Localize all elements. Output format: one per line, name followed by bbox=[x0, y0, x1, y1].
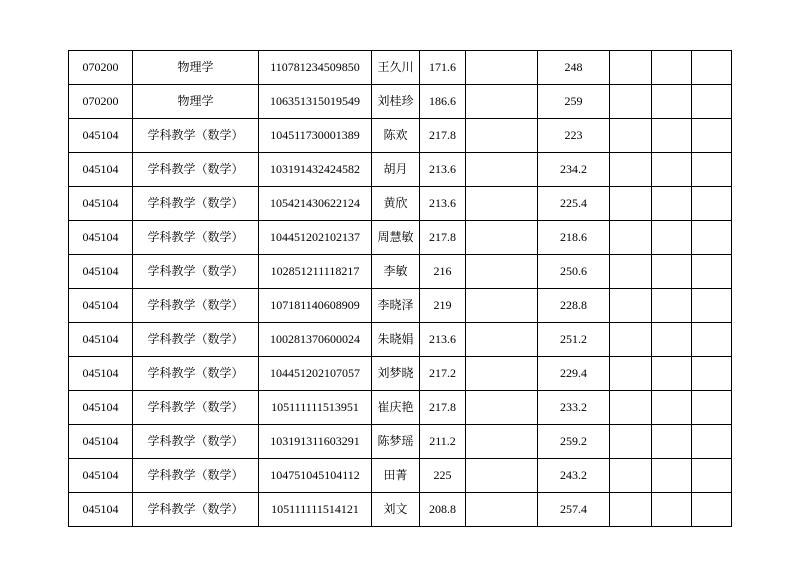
table-cell-name: 刘文 bbox=[372, 493, 420, 527]
table-cell-code: 045104 bbox=[69, 289, 133, 323]
table-cell-major: 学科教学（数学） bbox=[133, 493, 259, 527]
table-cell-blank3 bbox=[652, 51, 692, 85]
table-cell-blank1 bbox=[466, 493, 538, 527]
table-cell-blank2 bbox=[610, 153, 652, 187]
table-cell-score2: 243.2 bbox=[538, 459, 610, 493]
table-row bbox=[69, 255, 732, 289]
table-cell-score2: 250.6 bbox=[538, 255, 610, 289]
score-table-body bbox=[69, 51, 732, 527]
table-cell-id: 103191311603291 bbox=[259, 425, 372, 459]
table-row bbox=[69, 119, 732, 153]
table-cell-score2: 259.2 bbox=[538, 425, 610, 459]
table-cell-blank2 bbox=[610, 51, 652, 85]
table-row bbox=[69, 289, 732, 323]
table-cell-code: 045104 bbox=[69, 119, 133, 153]
table-cell-name: 黄欣 bbox=[372, 187, 420, 221]
table-cell-blank1 bbox=[466, 391, 538, 425]
table-cell-blank1 bbox=[466, 187, 538, 221]
table-row bbox=[69, 425, 732, 459]
table-cell-blank2 bbox=[610, 323, 652, 357]
table-cell-blank2 bbox=[610, 85, 652, 119]
table-cell-major: 学科教学（数学） bbox=[133, 255, 259, 289]
table-cell-blank4 bbox=[692, 187, 732, 221]
table-cell-major: 学科教学（数学） bbox=[133, 153, 259, 187]
table-row bbox=[69, 459, 732, 493]
table-cell-major: 物理学 bbox=[133, 51, 259, 85]
table-cell-blank2 bbox=[610, 289, 652, 323]
table-cell-id: 107181140608909 bbox=[259, 289, 372, 323]
table-cell-code: 045104 bbox=[69, 425, 133, 459]
table-cell-name: 田菁 bbox=[372, 459, 420, 493]
table-cell-id: 105111111513951 bbox=[259, 391, 372, 425]
table-cell-major: 学科教学（数学） bbox=[133, 391, 259, 425]
table-cell-blank4 bbox=[692, 119, 732, 153]
table-cell-score1: 213.6 bbox=[420, 323, 466, 357]
table-cell-blank1 bbox=[466, 459, 538, 493]
table-cell-blank3 bbox=[652, 153, 692, 187]
table-cell-score2: 248 bbox=[538, 51, 610, 85]
table-cell-name: 刘梦晓 bbox=[372, 357, 420, 391]
table-cell-score2: 234.2 bbox=[538, 153, 610, 187]
table-cell-blank3 bbox=[652, 493, 692, 527]
table-cell-blank1 bbox=[466, 51, 538, 85]
table-cell-blank3 bbox=[652, 119, 692, 153]
table-cell-code: 045104 bbox=[69, 459, 133, 493]
table-cell-blank3 bbox=[652, 459, 692, 493]
table-cell-score1: 225 bbox=[420, 459, 466, 493]
table-row bbox=[69, 51, 732, 85]
table-cell-id: 102851211118217 bbox=[259, 255, 372, 289]
table-cell-blank2 bbox=[610, 459, 652, 493]
table-cell-score2: 229.4 bbox=[538, 357, 610, 391]
table-cell-name: 崔庆艳 bbox=[372, 391, 420, 425]
table-cell-code: 045104 bbox=[69, 357, 133, 391]
table-cell-score1: 217.8 bbox=[420, 119, 466, 153]
table-cell-major: 学科教学（数学） bbox=[133, 459, 259, 493]
table-cell-blank3 bbox=[652, 221, 692, 255]
table-row bbox=[69, 187, 732, 221]
table-cell-blank3 bbox=[652, 357, 692, 391]
table-cell-name: 李敏 bbox=[372, 255, 420, 289]
table-cell-blank4 bbox=[692, 221, 732, 255]
table-cell-blank1 bbox=[466, 119, 538, 153]
table-cell-blank4 bbox=[692, 493, 732, 527]
table-cell-code: 045104 bbox=[69, 255, 133, 289]
table-cell-id: 104751045104112 bbox=[259, 459, 372, 493]
table-cell-code: 045104 bbox=[69, 323, 133, 357]
table-cell-blank2 bbox=[610, 391, 652, 425]
table-cell-score2: 223 bbox=[538, 119, 610, 153]
table-cell-blank4 bbox=[692, 459, 732, 493]
table-cell-code: 045104 bbox=[69, 153, 133, 187]
table-cell-score1: 213.6 bbox=[420, 153, 466, 187]
table-cell-name: 王久川 bbox=[372, 51, 420, 85]
table-cell-id: 105111111514121 bbox=[259, 493, 372, 527]
table-cell-score1: 217.2 bbox=[420, 357, 466, 391]
table-cell-score2: 225.4 bbox=[538, 187, 610, 221]
table-cell-code: 045104 bbox=[69, 187, 133, 221]
table-cell-major: 学科教学（数学） bbox=[133, 119, 259, 153]
table-cell-id: 105421430622124 bbox=[259, 187, 372, 221]
table-cell-name: 陈欢 bbox=[372, 119, 420, 153]
table-cell-name: 朱晓娟 bbox=[372, 323, 420, 357]
table-row bbox=[69, 323, 732, 357]
table-cell-blank4 bbox=[692, 153, 732, 187]
table-cell-score2: 228.8 bbox=[538, 289, 610, 323]
table-cell-blank4 bbox=[692, 51, 732, 85]
table-row bbox=[69, 221, 732, 255]
table-cell-major: 学科教学（数学） bbox=[133, 221, 259, 255]
table-cell-score1: 186.6 bbox=[420, 85, 466, 119]
table-cell-score2: 259 bbox=[538, 85, 610, 119]
table-cell-major: 物理学 bbox=[133, 85, 259, 119]
table-cell-id: 103191432424582 bbox=[259, 153, 372, 187]
table-cell-name: 刘桂珍 bbox=[372, 85, 420, 119]
table-cell-blank3 bbox=[652, 425, 692, 459]
table-cell-blank2 bbox=[610, 357, 652, 391]
table-cell-blank2 bbox=[610, 493, 652, 527]
table-cell-name: 周慧敏 bbox=[372, 221, 420, 255]
table-cell-blank2 bbox=[610, 187, 652, 221]
table-cell-major: 学科教学（数学） bbox=[133, 187, 259, 221]
table-cell-score1: 171.6 bbox=[420, 51, 466, 85]
table-cell-name: 李晓泽 bbox=[372, 289, 420, 323]
table-cell-score2: 218.6 bbox=[538, 221, 610, 255]
table-row bbox=[69, 391, 732, 425]
table-cell-score1: 219 bbox=[420, 289, 466, 323]
table-cell-id: 104451202102137 bbox=[259, 221, 372, 255]
table-cell-blank1 bbox=[466, 85, 538, 119]
table-cell-id: 106351315019549 bbox=[259, 85, 372, 119]
table-cell-code: 045104 bbox=[69, 391, 133, 425]
table-cell-blank1 bbox=[466, 425, 538, 459]
table-cell-score2: 251.2 bbox=[538, 323, 610, 357]
table-cell-major: 学科教学（数学） bbox=[133, 323, 259, 357]
table-cell-code: 045104 bbox=[69, 493, 133, 527]
table-cell-major: 学科教学（数学） bbox=[133, 425, 259, 459]
table-cell-id: 110781234509850 bbox=[259, 51, 372, 85]
table-cell-score1: 217.8 bbox=[420, 391, 466, 425]
table-row bbox=[69, 357, 732, 391]
table-cell-blank2 bbox=[610, 255, 652, 289]
table-cell-code: 070200 bbox=[69, 51, 133, 85]
table-row bbox=[69, 493, 732, 527]
table-cell-blank1 bbox=[466, 323, 538, 357]
table-cell-major: 学科教学（数学） bbox=[133, 289, 259, 323]
score-table bbox=[68, 50, 732, 527]
table-cell-id: 104451202107057 bbox=[259, 357, 372, 391]
table-cell-blank4 bbox=[692, 323, 732, 357]
table-cell-name: 胡月 bbox=[372, 153, 420, 187]
table-cell-major: 学科教学（数学） bbox=[133, 357, 259, 391]
table-cell-name: 陈梦瑶 bbox=[372, 425, 420, 459]
table-cell-blank3 bbox=[652, 289, 692, 323]
table-cell-blank1 bbox=[466, 357, 538, 391]
table-cell-code: 070200 bbox=[69, 85, 133, 119]
table-row bbox=[69, 153, 732, 187]
table-cell-blank1 bbox=[466, 255, 538, 289]
table-cell-blank4 bbox=[692, 255, 732, 289]
table-cell-blank1 bbox=[466, 289, 538, 323]
table-cell-blank3 bbox=[652, 85, 692, 119]
table-cell-blank4 bbox=[692, 289, 732, 323]
table-cell-blank1 bbox=[466, 221, 538, 255]
table-cell-score1: 216 bbox=[420, 255, 466, 289]
table-row bbox=[69, 85, 732, 119]
score-table-container bbox=[68, 50, 731, 527]
table-cell-blank2 bbox=[610, 119, 652, 153]
table-cell-blank3 bbox=[652, 187, 692, 221]
table-cell-score1: 208.8 bbox=[420, 493, 466, 527]
table-cell-blank3 bbox=[652, 255, 692, 289]
table-cell-blank2 bbox=[610, 221, 652, 255]
table-cell-id: 100281370600024 bbox=[259, 323, 372, 357]
table-cell-score2: 233.2 bbox=[538, 391, 610, 425]
table-cell-blank4 bbox=[692, 357, 732, 391]
table-cell-blank3 bbox=[652, 391, 692, 425]
table-cell-score1: 211.2 bbox=[420, 425, 466, 459]
table-cell-blank4 bbox=[692, 85, 732, 119]
table-cell-id: 104511730001389 bbox=[259, 119, 372, 153]
table-cell-score1: 217.8 bbox=[420, 221, 466, 255]
table-cell-blank2 bbox=[610, 425, 652, 459]
table-cell-blank3 bbox=[652, 323, 692, 357]
table-cell-score2: 257.4 bbox=[538, 493, 610, 527]
table-cell-code: 045104 bbox=[69, 221, 133, 255]
table-cell-blank4 bbox=[692, 391, 732, 425]
table-cell-blank4 bbox=[692, 425, 732, 459]
table-cell-score1: 213.6 bbox=[420, 187, 466, 221]
table-cell-blank1 bbox=[466, 153, 538, 187]
